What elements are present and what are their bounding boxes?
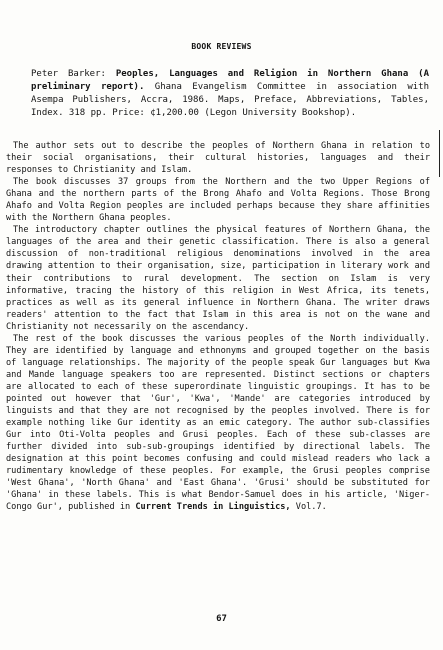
citation-author: Peter Barker: [31,69,106,79]
citation-book-title: Peoples, Languages and Religion in Northern Ghana (A preliminary report). [31,69,429,92]
page-number: 67 [216,614,227,624]
review-paragraph-text: The rest of the book discusses the various peoples of the North individually. They are identified by language and ethnonyms and grouped together on the basis of language relationships. The majority of the people speak Gur languages but Kwa and Mande language speakers too are represented. Distinct sections or chapters are allocated to each of these superordinate linguistic groupings. It has to be pointed out however that 'Gur', 'Kwa', 'Mande' are categories introduced by linguists and that they are not recognised by the peoples involved. There is for example nothing like Gur identity as an emic category. The author sub-classifies Gur into Oti-Volta peoples and Grusi peoples. Each of these sub-classes are further divided into sub-sub-groupings identified by directional labels. The designation at this point becomes confusing and could mislead readers who lack a rudimentary knowledge of these peoples. For example, the Grusi peoples comprise 'West Ghana', 'North Ghana' and 'East Ghana'. 'Grusi' should be substituted for 'Ghana' in these labels. This is what Bendor-Samuel does in his article, 'Niger-Congo Gur', published in [6,333,430,513]
page-heading: BOOK REVIEWS [191,42,252,51]
book-citation [31,68,429,120]
citation-publication-details: Ghana Evangelism Committee in association with Asempa Publishers, Accra, 1986. Maps, Preface, Abbreviations, Tables, Index. 318 pp. Price: ¢1,200.00 (Legon University Bookshop). [31,82,430,118]
review-paragraph [6,333,430,514]
journal-volume: Vol.7. [295,502,327,513]
review-body [6,140,430,513]
journal-title: Current Trends in Linguistics, [135,502,291,513]
review-paragraph: The book discusses 37 groups from the Northern and the two Upper Regions of Ghana and the northern parts of the Brong Ahafo and Volta Regions. Those Brong Ahafo and Volta Region peoples are included perhaps because they share affinities with the Northern Ghana peoples. [6,177,430,224]
margin-line [439,130,440,177]
review-paragraph: The introductory chapter outlines the physical features of Northern Ghana, the languages of the area and their genetic classification. There is also a general discussion of non-traditional religious denominations involved in the area drawing attention to their organisation, size, participation in literary work and their contributions to rural development. The section on Islam is very informative, tracing the history of this religion in West Africa, its tenets, practices as well as its general influence in Northern Ghana. The writer draws readers' attention to the fact that Islam in this area is not on the wane and Christianity not necessarily on the ascendancy. [6,225,430,332]
review-paragraph: The author sets out to describe the peoples of Northern Ghana in relation to their social organisations, their cultural histories, languages and their responses to Christianity and Islam. [6,141,430,176]
